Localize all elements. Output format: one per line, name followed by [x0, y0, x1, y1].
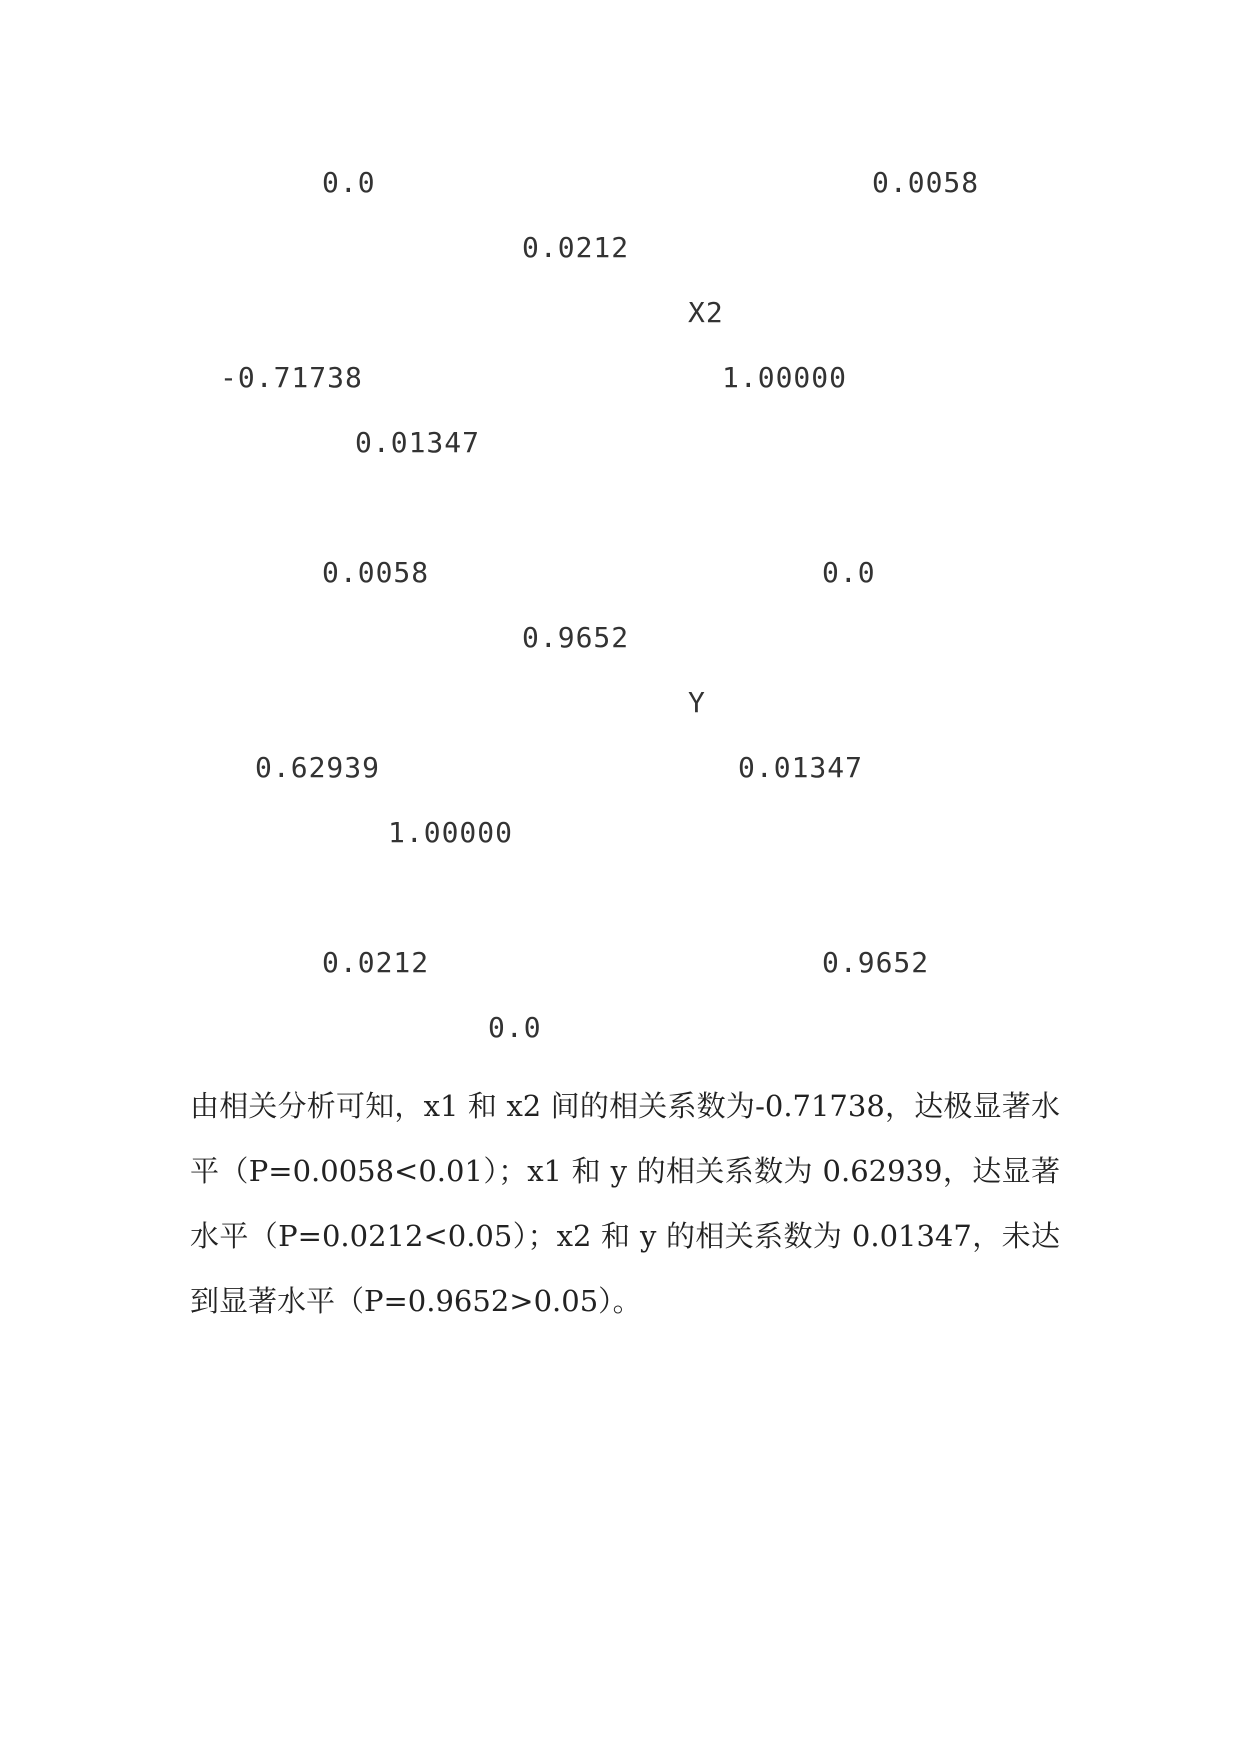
block1-row2-left: -0.71738	[220, 361, 363, 394]
block2-coef: 1.00000	[388, 816, 514, 849]
block2-pvalue: 0.9652	[522, 621, 630, 654]
block2-row2-right: 0.01347	[738, 751, 864, 784]
block1-row1-left: 0.0	[322, 166, 376, 199]
block3-pvalue: 0.0	[488, 1011, 542, 1044]
analysis-paragraph: 由相关分析可知，x1 和 x2 间的相关系数为-0.71738，达极显著水平（P=0.0058<0.01）；x1 和 y 的相关系数为 0.62939，达显著水平（P=0.0212<0.05）；x2 和 y 的相关系数为 0.01347，未达到显著水平（P=0.9652>0.05）。	[190, 1089, 1060, 1318]
block2-var-label: Y	[688, 686, 706, 719]
block2-row1-left: 0.0058	[322, 556, 430, 589]
block3-row1-left: 0.0212	[322, 946, 430, 979]
block1-row1-right: 0.0058	[872, 166, 980, 199]
block1-coef: 0.01347	[355, 426, 481, 459]
block2-row2-left: 0.62939	[255, 751, 381, 784]
block2-row1-right: 0.0	[822, 556, 876, 589]
block1-var-label: X2	[688, 296, 724, 329]
block1-pvalue: 0.0212	[522, 231, 630, 264]
block3-row1-right: 0.9652	[822, 946, 930, 979]
block1-row2-right: 1.00000	[722, 361, 848, 394]
